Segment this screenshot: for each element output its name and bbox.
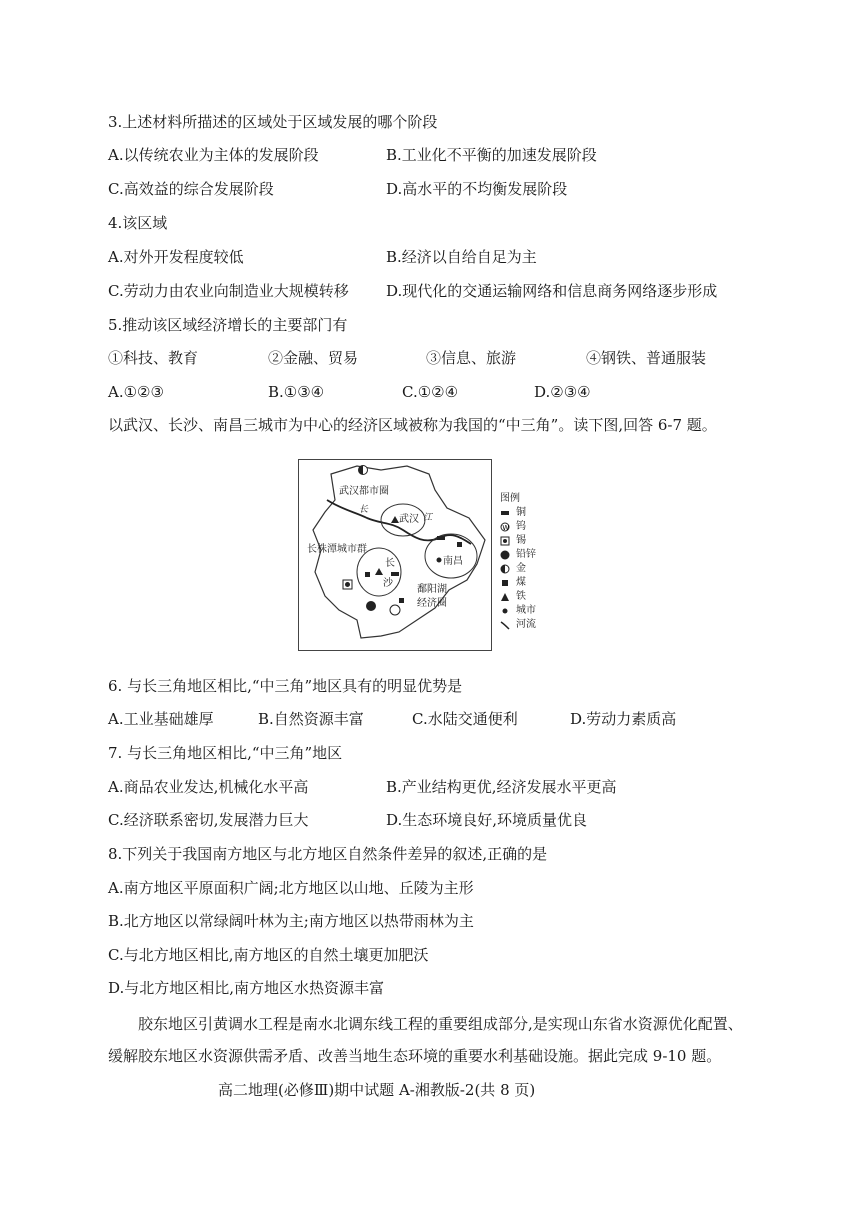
tin-symbol-inner [345,582,350,587]
map-label-changzhutan: 长株潭城市群 [307,544,367,555]
question-3-option-c: C.高效益的综合发展阶段 [108,180,274,198]
central-triangle-map [298,459,492,651]
question-3-option-b: B.工业化不平衡的加速发展阶段 [386,146,597,164]
question-5-item-3: ③信息、旅游 [426,349,517,367]
legend-label: 铅锌 [516,549,536,560]
iron-icon [500,592,510,602]
question-8-stem: 8.下列关于我国南方地区与北方地区自然条件差异的叙述,正确的是 [108,845,548,863]
question-5-option-b: B.①③④ [268,383,325,401]
copper-symbol-2 [391,572,399,576]
question-3-stem: 3.上述材料所描述的区域处于区域发展的哪个阶段 [108,113,438,131]
gold-icon [500,564,510,574]
legend-item-iron [500,590,536,604]
legend-item-gold [500,562,536,576]
coal-symbol-3 [399,598,404,603]
legend-item-lead-zinc [500,548,536,562]
question-5-item-4: ④钢铁、普通服装 [586,349,707,367]
legend-label: 河流 [516,619,536,630]
coal-symbol-1 [457,542,462,547]
question-6-option-d: D.劳动力素质高 [570,710,677,728]
question-5-item-1: ①科技、教育 [108,349,199,367]
question-3-option-a: A.以传统农业为主体的发展阶段 [108,146,319,164]
legend-item-tungsten [500,520,536,534]
lead-zinc-symbol [366,601,376,611]
question-4-option-d: D.现代化的交通运输网络和信息商务网络逐步形成 [386,282,718,300]
coal-icon [500,578,510,588]
legend-label: 煤 [516,577,526,588]
legend-label: 金 [516,563,526,574]
tungsten-icon [500,522,510,532]
coal-symbol-2 [365,572,370,577]
question-7-option-b: B.产业结构更优,经济发展水平更高 [386,778,617,796]
tungsten-symbol [390,605,400,615]
question-7-option-a: A.商品农业发达,机械化水平高 [108,778,309,796]
intro-6-7: 以武汉、长沙、南昌三城市为中心的经济区域被称为我国的“中三角”。读下图,回答 6-7 题。 [108,416,717,434]
map-label-nanchang: 南昌 [443,556,463,567]
question-6-option-b: B.自然资源丰富 [258,710,364,728]
question-5-stem: 5.推动该区域经济增长的主要部门有 [108,316,348,334]
city-icon [500,606,510,616]
legend-item-river [500,618,536,632]
legend-label: 钨 [516,521,526,532]
legend-label: 铁 [516,591,526,602]
question-5-item-2: ②金融、贸易 [268,349,359,367]
legend-label: 铜 [516,507,526,518]
lead-zinc-icon [500,550,510,560]
question-4-option-a: A.对外开发程度较低 [108,248,244,266]
question-6-stem: 6. 与长三角地区相比,“中三角”地区具有的明显优势是 [108,677,463,695]
question-7-option-d: D.生态环境良好,环境质量优良 [386,811,588,829]
page-footer: 高二地理(必修Ⅲ)期中试题 A-湘教版-2(共 8 页) [218,1081,536,1099]
svg-text:W: W [502,524,510,532]
legend-title: 图例 [500,493,520,504]
legend-item-city [500,604,536,618]
question-6-option-c: C.水陆交通便利 [412,710,518,728]
passage-9-10: 胶东地区引黄调水工程是南水北调东线工程的重要组成部分,是实现山东省水资源优化配置、缓解胶东地区水资源供需矛盾、改善当地生态环境的重要水利基础设施。据此完成 9-10 题。 [108,1015,743,1065]
legend-label: 锡 [516,535,526,546]
question-4-option-c: C.劳动力由农业向制造业大规模转移 [108,282,349,300]
copper-symbol-1 [437,536,445,540]
iron-symbol-wuhan [391,516,399,523]
legend-item-tin [500,534,536,548]
question-5-option-a: A.①②③ [108,383,164,401]
map-label-poyang-1: 鄱阳湖 [417,584,447,595]
legend-item-copper [500,506,536,520]
map-label-jiang: 江 [423,513,433,523]
map-label-changsha-2: 沙 [383,578,393,589]
map-label-wuhan: 武汉 [399,514,419,525]
question-6-option-a: A.工业基础雄厚 [108,710,214,728]
question-8-option-c: C.与北方地区相比,南方地区的自然土壤更加肥沃 [108,946,429,964]
question-4-option-b: B.经济以自给自足为主 [386,248,537,266]
legend-label: 城市 [516,605,536,616]
map-label-changsha-1: 长 [385,558,395,569]
tin-icon [500,536,510,546]
question-7-option-c: C.经济联系密切,发展潜力巨大 [108,811,309,829]
question-8-option-b: B.北方地区以常绿阔叶林为主;南方地区以热带雨林为主 [108,912,474,930]
map-figure [299,460,491,650]
question-8-option-a: A.南方地区平原面积广阔;北方地区以山地、丘陵为主形 [108,879,474,897]
question-3-option-d: D.高水平的不均衡发展阶段 [386,180,568,198]
city-dot-nanchang [437,558,442,563]
map-label-poyang-2: 经济圈 [417,598,447,609]
map-label-wuhan-circle: 武汉都市圈 [339,486,389,497]
question-7-stem: 7. 与长三角地区相比,“中三角”地区 [108,744,343,762]
question-5-option-d: D.②③④ [534,383,591,401]
map-legend [500,492,536,632]
iron-symbol-changsha [375,568,383,575]
legend-item-coal [500,576,536,590]
question-5-option-c: C.①②④ [402,383,459,401]
question-8-option-d: D.与北方地区相比,南方地区水热资源丰富 [108,979,385,997]
copper-icon [500,508,510,518]
question-4-stem: 4.该区域 [108,214,168,232]
map-label-chang: 长 [359,505,369,515]
river-icon [500,620,510,630]
